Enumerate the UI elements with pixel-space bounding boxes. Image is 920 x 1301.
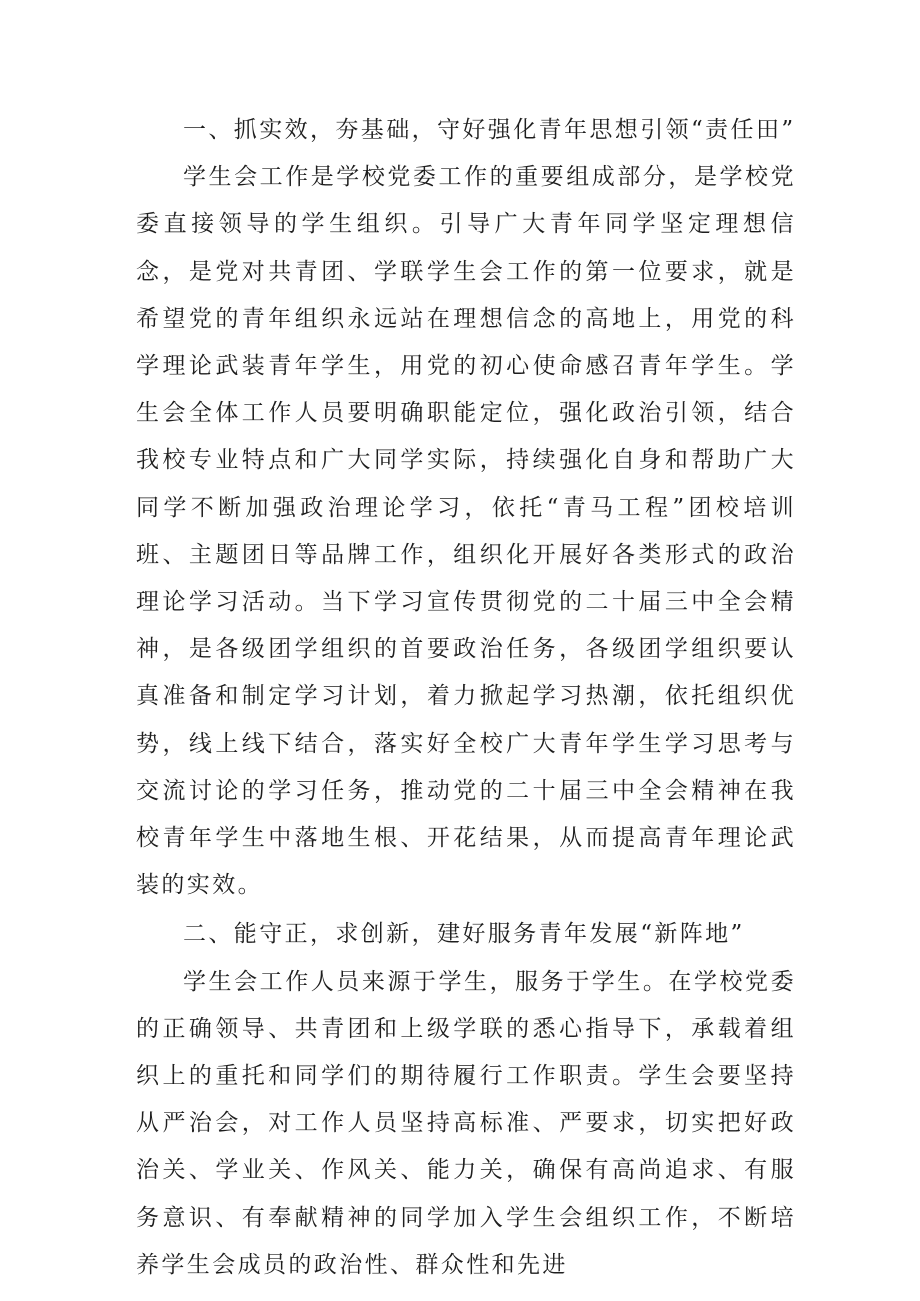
section-paragraph-2: 学生会工作人员来源于学生，服务于学生。在学校党委的正确领导、共青团和上级学联的悉心指导下，承载着组织上的重托和同学们的期待履行工作职责。学生会要坚持从严治会，对工作人员坚持高标准、严要求，切实把好政治关、学业关、作风关、能力关，确保有高尚追求、有服务意识、有奉献精神的同学加入学生会组织工作，不断培养学生会成员的政治性、群众性和先进 bbox=[136, 968, 796, 1278]
section-heading-2: 二、能守正，求创新，建好服务青年发展“新阵地” bbox=[183, 921, 745, 948]
section-paragraph-1: 学生会工作是学校党委工作的重要组成部分，是学校党委直接领导的学生组织。引导广大青年同学坚定理想信念，是党对共青团、学联学生会工作的第一位要求，就是希望党的青年组织永远站在理想信念的高地上，用党的科学理论武装青年学生，用党的初心使命感召青年学生。学生会全体工作人员要明确职能定位，强化政治引领，结合我校专业特点和广大同学实际，持续强化自身和帮助广大同学不断加强政治理论学习，依托“青马工程”团校培训班、主题团日等品牌工作，组织化开展好各类形式的政治理论学习活动。当下学习宣传贯彻党的二十届三中全会精神，是各级团学组织的首要政治任务，各级团学组织要认真准备和制定学习计划，着力掀起学习热潮，依托组织优势，线上线下结合，落实好全校广大青年学生学习思考与交流讨论的学习任务，推动党的二十届三中全会精神在我校青年学生中落地生根、开花结果，从而提高青年理论武装的实效。 bbox=[136, 164, 796, 899]
section-heading-1: 一、抓实效，夯基础，守好强化青年思想引领“责任田” bbox=[183, 117, 796, 143]
document-body bbox=[136, 107, 796, 1289]
